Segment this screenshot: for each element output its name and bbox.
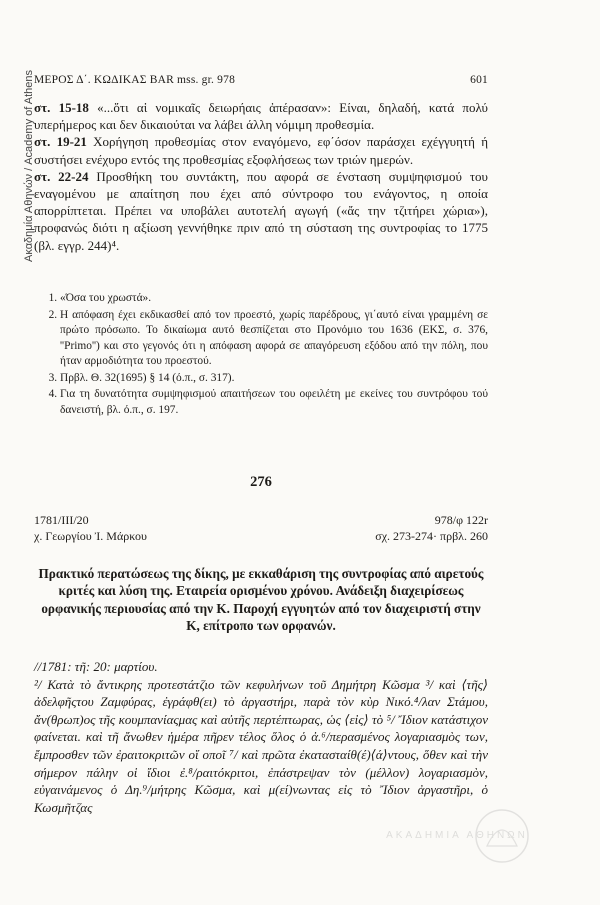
transcription — [34, 658, 488, 816]
footnotes — [34, 291, 488, 419]
footnote: 2. Η απόφαση έχει εκδικασθεί από τον προεστό, χωρίς παρέδρους, γι΄αυτό είναι γραμμένη σε πρώτο πρόσωπο. Το δικαίωμα αυτό θεσπίζεται στο Προνόμιο του 1636 (ΕΚΣ, σ. 376, ''Primo'') και στο γεγονός ότι η απόφαση αφορά σε απαγόρευση εξόδου από την πόλη, που ήταν αρμοδιότητα του προεστού. — [60, 308, 488, 370]
commentary-paragraph — [34, 99, 488, 133]
transcription-line: //1781: τῆ: 20: μαρτίου. — [34, 659, 158, 674]
commentary-paragraph — [34, 168, 488, 254]
vertical-watermark: Ακαδημία Αθηνών / Academy of Athens — [23, 69, 35, 262]
paragraph-text: Χορήγηση προθεσμίας στον εναγόμενο, εφ΄όσον παράσχει εχέγγυητή ή συστήσει ενέχυρο εντός της προθεσμίας εξοφλήσεως των τριών ημερών. — [34, 134, 488, 167]
line-reference: στ. 19-21 — [34, 134, 87, 150]
document-date: 1781/III/20 — [34, 513, 89, 527]
footnote: 4. Για τη δυνατότητα συμψηφισμού απαιτήσεων του οφειλέτη με εκείνες του συντρόφου τού δανειστή, βλ. ό.π., σ. 197. — [60, 387, 488, 418]
paragraph-text: «...ὅτι αἱ νομικαῖς δειωρήαις ἀπέρασαν»: Είναι, δηλαδή, κατά πολύ υπερήμερος και δεν δικαιούται να λάβει άλλη νόμιμη προθεσμία. — [34, 100, 488, 133]
document-refs: σχ. 273-274· πρβλ. 260 — [375, 529, 488, 543]
document-summary: Πρακτικό περατώσεως της δίκης, με εκκαθάριση της συντροφίας από αιρετούς κριτές και λύση της. Εταιρεία ορισμένου χρόνου. Ανάδειξη διαχειρίσεως ορφανικής περιουσίας από την Κ. Παροχή εγγυητών από τον διαχειριστή στην Κ, επίτροπο των ορφανών. — [38, 566, 484, 634]
header-title: ΜΕΡΟΣ Δ΄. ΚΩΔΙΚΑΣ BAR mss. gr. 978 — [34, 74, 236, 86]
commentary-paragraph — [34, 133, 488, 167]
transcription-line: ²/ Κατὰ τὸ ἄντικρης προτεστάτζιο τῶν κεφυλήνων τοῦ Δημήτρη Κῶσμα ³/ καὶ ⟨τῆς⟩ ἀδελφῆςτου Ζαμφύρας, ἐγράφθ(ει) τὸ ἀργαστήρι, παρὰ τὸν κὺρ Νικό.⁴/λαν Στάμου, ἄν(θρωπ)ος τῆς κουμπανίαςμας καὶ αὐτῆς περτέπτωρας, ὡς ⟨εἰς⟩ τὸ ⁵/ Ἴδιον κατάστιχον φαίνεται. καὶ τῆ ἄνωθεν ἡμέρα πῆρεν τέλος ὅλος ὁ ἀ.⁶/περασμένος λογαριασμὸς των, ἔμπροσθεν τῶν ἐραιτοκριτῶν οἵ οποῖ ⁷/ καὶ πρῶτα ἐκατασταίθ(έ)⟨ά⟩ντους, ὅθεν καὶ τὴν σήμερον πάλην οἱ ἴδιοι ἐ.⁸/ραιτόκριτοι, ἐπάστρεψαν τὸν (μέλλον) λογαριασμὸν, εὐγαινάμενος ὁ Δη.⁹/μήτρης Κῶσμα, καὶ μ(εί)νωντας εἰς τὸ Ἴδιον ἀργαστῆρι, ὁ Κωσμῆτζας — [34, 676, 488, 815]
running-header — [34, 74, 488, 90]
seal-text: ΑΚΑΔΗΜΙΑ ΑΘΗΝΩΝ — [386, 830, 528, 841]
line-reference: στ. 22-24 — [34, 168, 89, 184]
line-reference: στ. 15-18 — [34, 100, 89, 115]
academy-seal — [352, 806, 562, 866]
document-scribe: χ. Γεωργίου Ἰ. Μάρκου — [34, 529, 147, 543]
page-number: 601 — [470, 74, 488, 86]
footnote: 3. Πρβλ. Θ. 32(1695) § 14 (ό.π., σ. 317). — [60, 371, 488, 387]
document-folio: 978/φ 122r — [434, 513, 488, 527]
paragraph-text: Προσθήκη του συντάκτη, που αφορά σε ένσταση συμψηφισμού του εναγομένου με απαίτηση που έχει από σύντροφο του ενάγοντος, η οποία απορρίπτεται. Πρέπει να υποβάλει αυτοτελή αγωγή («ἄς την τζιτήρει χώρια»), προφανώς διότι η αξίωση γεννήθηκε πριν από τη σύσταση της συντροφίας το 1775 (βλ. εγγρ. 244)⁴. — [34, 168, 488, 253]
document-number: 276 — [250, 474, 272, 490]
commentary — [34, 99, 488, 254]
footnote: 1. «Όσα του χρωστά». — [60, 291, 488, 307]
